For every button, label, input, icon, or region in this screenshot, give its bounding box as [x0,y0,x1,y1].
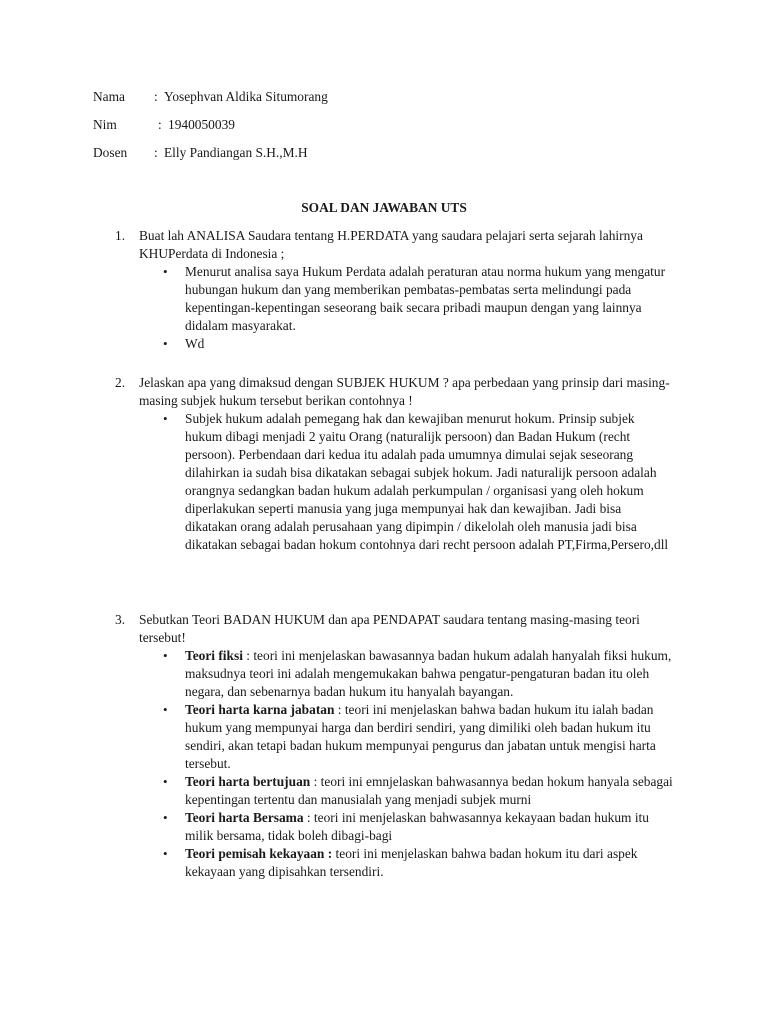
name-label: Nama [93,89,125,104]
question-3 [115,611,675,881]
nim-value: 1940050039 [168,117,235,132]
name-value: Yosephvan Aldika Situmorang [164,89,328,104]
answer-text: : teori ini menjelaskan bawasannya badan hukum adalah hanyalah fiksi hukum, maksudnya teori ini adalah mengemukakan bahwa pengatur-pengaturan badan itu oleh negara, dan sebenarnya badan hukum itu hanyalah bayangan. [185,648,672,699]
dosen-separator: : [154,145,158,160]
theory-term: Teori harta karna jabatan [185,702,335,717]
bullet-icon: • [163,411,168,426]
dosen-label: Dosen [93,145,128,160]
page-title: SOAL DAN JAWABAN UTS [301,200,467,215]
theory-term: Teori harta bertujuan [185,774,311,789]
question-text: Jelaskan apa yang dimaksud dengan SUBJEK HUKUM ? apa perbedaan yang prinsip dari masing-masing subjek hukum tersebut berikan contohnya ! [139,375,670,408]
question-number: 3. [115,612,126,627]
answer-item [115,809,675,845]
question-text: Sebutkan Teori BADAN HUKUM dan apa PENDAPAT saudara tentang masing-masing teori tersebut! [139,612,640,645]
answer-list [115,263,675,353]
answer-item [115,773,675,809]
theory-term: Teori harta Bersama [185,810,304,825]
answer-text: : teori ini emnjelaskan bahwasannya bedan hokum hanyala sebagai kepentingan tertentu dan manusialah yang menjadi subjek murni [185,774,673,807]
answer-item [115,410,675,554]
answer-text: Wd [185,336,205,351]
theory-term: Teori pemisah kekayaan : [185,846,333,861]
question-number: 1. [115,228,126,243]
dosen-value: Elly Pandiangan S.H.,M.H [164,145,308,160]
question-2 [115,374,675,554]
bullet-icon: • [163,336,168,351]
answer-item [115,263,675,335]
bullet-icon: • [163,264,168,279]
answer-list [115,647,675,881]
theory-term: Teori fiksi [185,648,243,663]
bullet-icon: • [163,846,168,861]
answer-list [115,410,675,554]
name-separator: : [154,89,158,104]
answer-text: : teori ini menjelaskan bahwa badan hukum itu ialah badan hukum yang mempunyai harga dan berdiri sendiri, yang dimiliki oleh badan hukum itu sendiri, akan tetapi badan hukum mempunyai pengurus dan jabatan untuk mengisi harta tersebut. [185,702,656,771]
answer-text: teori ini menjelaskan bahwa badan hokum itu dari aspek kekayaan yang dipisahkan tersendiri. [185,846,638,879]
question-text: Buat lah ANALISA Saudara tentang H.PERDATA yang saudara pelajari serta sejarah lahirnya KHUPerdata di Indonesia ; [139,228,643,261]
nim-label: Nim [93,117,117,132]
answer-text: Menurut analisa saya Hukum Perdata adalah peraturan atau norma hukum yang mengatur hubungan hukum dan yang memberikan pembatas-pembatas serta melindungi pada kepentingan-kepentingan seseorang baik secara pribadi maupun dengan yang lainnya didalam masyarakat. [185,264,666,333]
bullet-icon: • [163,774,168,789]
answer-item [115,335,675,353]
answer-item [115,845,675,881]
answer-item [115,701,675,773]
nim-separator: : [158,117,162,132]
bullet-icon: • [163,810,168,825]
question-number: 2. [115,375,126,390]
answer-text: : teori ini menjelaskan bahwasannya kekayaan badan hukum itu milik bersama, tidak boleh dibagi-bagi [185,810,649,843]
answer-item [115,647,675,701]
bullet-icon: • [163,648,168,663]
bullet-icon: • [163,702,168,717]
question-1 [115,227,675,353]
answer-text: Subjek hukum adalah pemegang hak dan kewajiban menurut hokum. Prinsip subjek hukum dibagi menjadi 2 yaitu Orang (naturalijk persoon) dan Badan Hukum (recht persoon). Perbendaan dari kedua itu adalah pada umumnya dimulai sejak seseorang dilahirkan ia sudah bisa dikatakan sebagai subjek hokum. Jadi naturalijk persoon adalah orangnya sedangkan badan hukum adalah perkumpulan / organisasi yang oleh hokum diperlakukan seperti manusia yang juga mempunyai hak dan kewajiban. Jadi bisa dikatakan orang adalah perusahaan yang dipimpin / dikelolah oleh manusia jadi bisa dikatakan sebagai badan hokum contohnya dari recht persoon adalah PT,Firma,Persero,dll [185,411,669,552]
